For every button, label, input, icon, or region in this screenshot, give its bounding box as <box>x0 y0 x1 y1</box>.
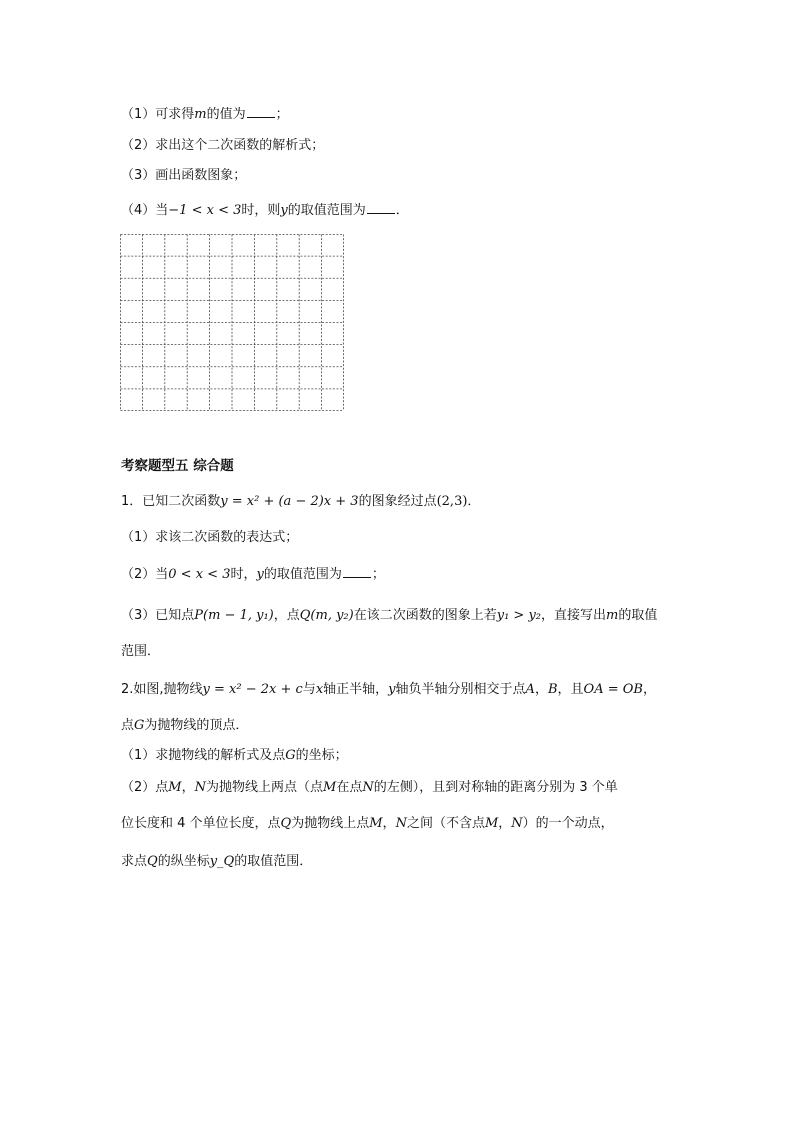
question-4-2 <box>121 136 324 156</box>
p1-sub3-P: P(m − 1, y₁) <box>194 608 274 623</box>
p2-s2l1-M2: M <box>323 780 337 795</box>
p2-s2l3-Q: Q <box>147 854 158 869</box>
q3-text: （3）画出函数图象； <box>121 168 247 183</box>
p2-l1-x: x <box>315 682 324 697</box>
p1-sub3-mid1: ，点 <box>273 608 300 623</box>
p2-sub1-prefix: （1）求抛物线的解析式及点 <box>121 748 286 763</box>
p2-s2l2-M: M <box>369 816 383 831</box>
problem-1-sub-1 <box>121 528 298 548</box>
question-4-3 <box>121 166 246 186</box>
p2-s2l2-c: ， <box>382 816 396 831</box>
p2-s2l1-d: 在点 <box>336 780 363 795</box>
p1-sub2-prefix: （2）当 <box>121 567 169 582</box>
p2-s2l2-e: ， <box>498 816 512 831</box>
p2-l1-A: A <box>525 682 535 697</box>
p1-stem-mid: 的图象经过点 <box>358 494 437 509</box>
answer-blank[interactable] <box>343 564 371 578</box>
p2-l2-prefix: 点 <box>121 718 135 733</box>
p1-sub2-cond: 0 < x < 3 <box>168 567 231 582</box>
p1-sub3-mid3: ，直接写出 <box>541 608 607 623</box>
p2-l2-suffix: 为抛物线的顶点． <box>144 718 249 733</box>
q4-prefix: （4）当 <box>121 203 169 218</box>
p2-s2l2-N2: N <box>511 816 523 831</box>
p2-sub1-suffix: 的坐标； <box>295 748 348 763</box>
q1-var: m <box>194 107 207 122</box>
p1-sub3-Q: Q(m, y₂) <box>299 608 354 623</box>
problem-1-sub-3 <box>121 606 657 626</box>
p2-l1-mid4: ，且 <box>557 682 584 697</box>
p1-sub3-end: 的取值 <box>618 608 658 623</box>
problem-1-sub-3-cont <box>121 642 160 662</box>
p2-s2l2-a: 位长度和 4 个单位长度，点 <box>121 816 281 831</box>
p2-s2l1-N: N <box>194 780 206 795</box>
answer-blank[interactable] <box>367 200 395 214</box>
p2-s2l1-c: 为抛物线上两点（点 <box>205 780 323 795</box>
p2-l1-mid1: 与 <box>302 682 316 697</box>
q1-prefix: （1）可求得 <box>121 107 195 122</box>
p2-l1-comma: ， <box>534 682 548 697</box>
p2-s2l2-d: 之间（不含点 <box>406 816 485 831</box>
p1-stem-end: ． <box>467 494 481 509</box>
p2-l1-B: B <box>547 682 558 697</box>
q4-var: y <box>280 203 288 218</box>
problem-2-sub-2-line1 <box>121 778 618 798</box>
p2-s2l2-b: 为抛物线上点 <box>291 816 370 831</box>
p2-l1-prefix: 2.如图,抛物线 <box>121 682 203 697</box>
p2-s2l3-var: y_Q <box>209 854 235 869</box>
problem-2-sub-2-line3 <box>121 852 312 872</box>
question-4-1 <box>121 104 289 125</box>
p1-sub3-var: m <box>606 608 619 623</box>
q1-end: ； <box>275 107 289 122</box>
q4-cond: −1 < x < 3 <box>168 203 242 218</box>
p2-s2l2-Q: Q <box>280 816 292 831</box>
problem-1-stem <box>121 492 480 512</box>
p2-s2l3-a: 求点 <box>121 854 148 869</box>
problem-2-sub-2-line2 <box>121 814 614 834</box>
p2-l1-mid2: 轴正半轴， <box>323 682 389 697</box>
p1-equation: y = x² + (a − 2)x + 3 <box>220 494 359 509</box>
p2-s2l1-e: 的左侧），且到对称轴的距离分别为 3 个单 <box>373 780 618 795</box>
p1-sub3-prefix: （3）已知点 <box>121 608 195 623</box>
p1-sub2-mid: 时， <box>230 567 257 582</box>
p2-l1-end: ， <box>642 682 656 697</box>
p1-sub3-ineq: y₁ > y₂ <box>496 608 542 623</box>
p2-s2l2-N: N <box>395 816 407 831</box>
q1-suffix: 的值为 <box>206 107 246 122</box>
p1-point: (2,3) <box>436 494 468 509</box>
p2-s2l2-M2: M <box>484 816 499 831</box>
q4-suffix: 的取值范围为 <box>287 203 366 218</box>
section-title: 考察题型五 综合题 <box>121 458 234 474</box>
p1-sub1: （1）求该二次函数的表达式； <box>121 530 299 545</box>
p2-l1-eq: y = x² − 2x + c <box>202 682 303 697</box>
p1-sub2-suffix: 的取值范围为 <box>263 567 342 582</box>
p2-s2l1-b: ， <box>181 780 195 795</box>
problem-1-sub-2 <box>121 564 385 585</box>
problem-2-sub-1 <box>121 746 348 766</box>
q4-mid: 时，则 <box>241 203 281 218</box>
p2-l1-mid3: 轴负半轴分别相交于点 <box>395 682 526 697</box>
p1-sub2-end: ； <box>371 567 385 582</box>
p2-l2-G: G <box>134 718 145 733</box>
p2-l1-y: y <box>388 682 396 697</box>
p1-stem-prefix: 1．已知二次函数 <box>121 494 221 509</box>
p2-s2l2-f: ）的一个动点， <box>522 816 614 831</box>
coordinate-grid <box>120 234 344 411</box>
problem-2-stem-line1 <box>121 680 656 700</box>
p2-sub1-G: G <box>285 748 296 763</box>
p2-s2l3-b: 的纵坐标 <box>157 854 210 869</box>
q4-end: ． <box>395 203 409 218</box>
p1-sub3-line2: 范围． <box>121 644 161 659</box>
p1-sub3-mid2: 在该二次函数的图象上若 <box>353 608 497 623</box>
p2-s2l1-a: （2）点 <box>121 780 169 795</box>
q2-text: （2）求出这个二次函数的解析式； <box>121 138 325 153</box>
p2-l1-eq2: OA = OB <box>583 682 643 697</box>
problem-2-stem-line2 <box>121 716 248 736</box>
p2-s2l1-N2: N <box>362 780 374 795</box>
p1-sub2-var: y <box>256 567 264 582</box>
answer-blank[interactable] <box>247 104 275 118</box>
p2-s2l3-c: 的取值范围． <box>234 854 313 869</box>
p2-s2l1-M: M <box>168 780 182 795</box>
question-4-4 <box>121 200 409 221</box>
